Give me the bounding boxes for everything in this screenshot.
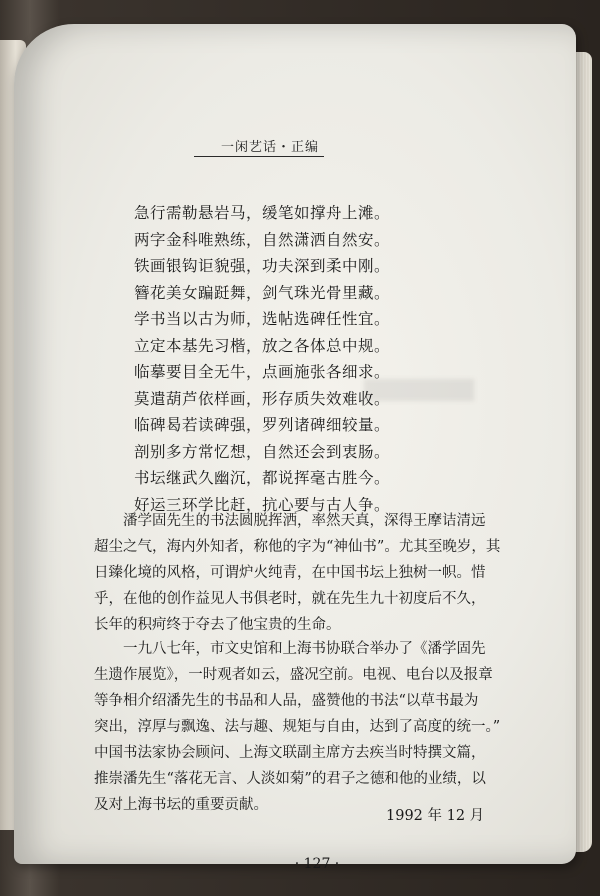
- paragraph-line: 推崇潘先生“落花无言、人淡如菊”的君子之德和他的业绩，以: [94, 771, 486, 787]
- book-page: [14, 24, 576, 872]
- paragraph-line: 生遗作展览》，一时观者如云，盛况空前。电视、电台以及报章: [94, 667, 493, 683]
- paragraph-exhibition: [94, 636, 501, 818]
- poem-line: 急行需勒悬岩马，缓笔如撑舟上滩。: [134, 204, 391, 222]
- paragraph-line: 突出，淳厚与飘逸、法与趣、规矩与自由，达到了高度的统一。”: [94, 719, 501, 735]
- poem-line: 两字金科唯熟练，自然潇洒自然安。: [134, 230, 391, 249]
- paragraph-line: 超尘之气，海内外知者，称他的字为“神仙书”。尤其至晚岁，其: [94, 539, 501, 555]
- header-rule: [194, 156, 324, 157]
- paragraph-line: 及对上海书坛的重要贡献。: [94, 797, 268, 813]
- paragraph-line: 一九八七年，市文史馆和上海书协联合举办了《潘学固先: [94, 641, 486, 657]
- poem-line: 学书当以古为师，选帖选碑任性宜。: [134, 310, 391, 328]
- paragraph-line: 长年的积疴终于夺去了他宝贵的生命。: [94, 617, 341, 633]
- paragraph-line: 等争相介绍潘先生的书品和人品，盛赞他的书法“以草书最为: [94, 693, 479, 709]
- poem-line: 临碑曷若读碑强，罗列诸碑细较量。: [134, 416, 391, 434]
- poem-line: 书坛继武久幽沉，都说挥毫古胜今。: [134, 469, 391, 487]
- poem-line: 好运三环学比赶，抗心要与古人争。: [134, 495, 391, 514]
- poem-line: 立定本基先习楷，放之各体总中规。: [134, 336, 391, 355]
- poem-line: 临摹要目全无牛，点画施张各细求。: [134, 363, 391, 381]
- paragraph-line: 潘学固先生的书法圆脱挥洒，率然天真，深得王摩诘清远: [94, 513, 486, 529]
- poem-line: 铁画银钩讵貌强，功夫深到柔中刚。: [134, 257, 391, 275]
- paragraph-line: 中国书法家协会顾问、上海文联副主席方去疾当时特撰文篇，: [94, 745, 486, 761]
- page-number: · 127 ·: [294, 856, 340, 872]
- date-signature: 1992 年 12 月: [386, 808, 485, 824]
- poem-line: 剖别多方常忆想，自然还会到衷肠。: [134, 442, 391, 461]
- paragraph-line: 日臻化境的风格，可谓炉火纯青，在中国书坛上独树一帜。惜: [94, 565, 486, 581]
- running-header: 一闲艺话・正编: [220, 140, 319, 155]
- poem: [134, 200, 390, 518]
- poem-line: 簪花美女蹁跹舞，剑气珠光骨里藏。: [134, 283, 391, 302]
- poem-line: 莫遣葫芦依样画，形存质失效难收。: [134, 389, 391, 408]
- paragraph-line: 乎，在他的创作益见人书俱老时，就在先生九十初度后不久，: [94, 591, 486, 607]
- paragraph-biography: [94, 508, 501, 638]
